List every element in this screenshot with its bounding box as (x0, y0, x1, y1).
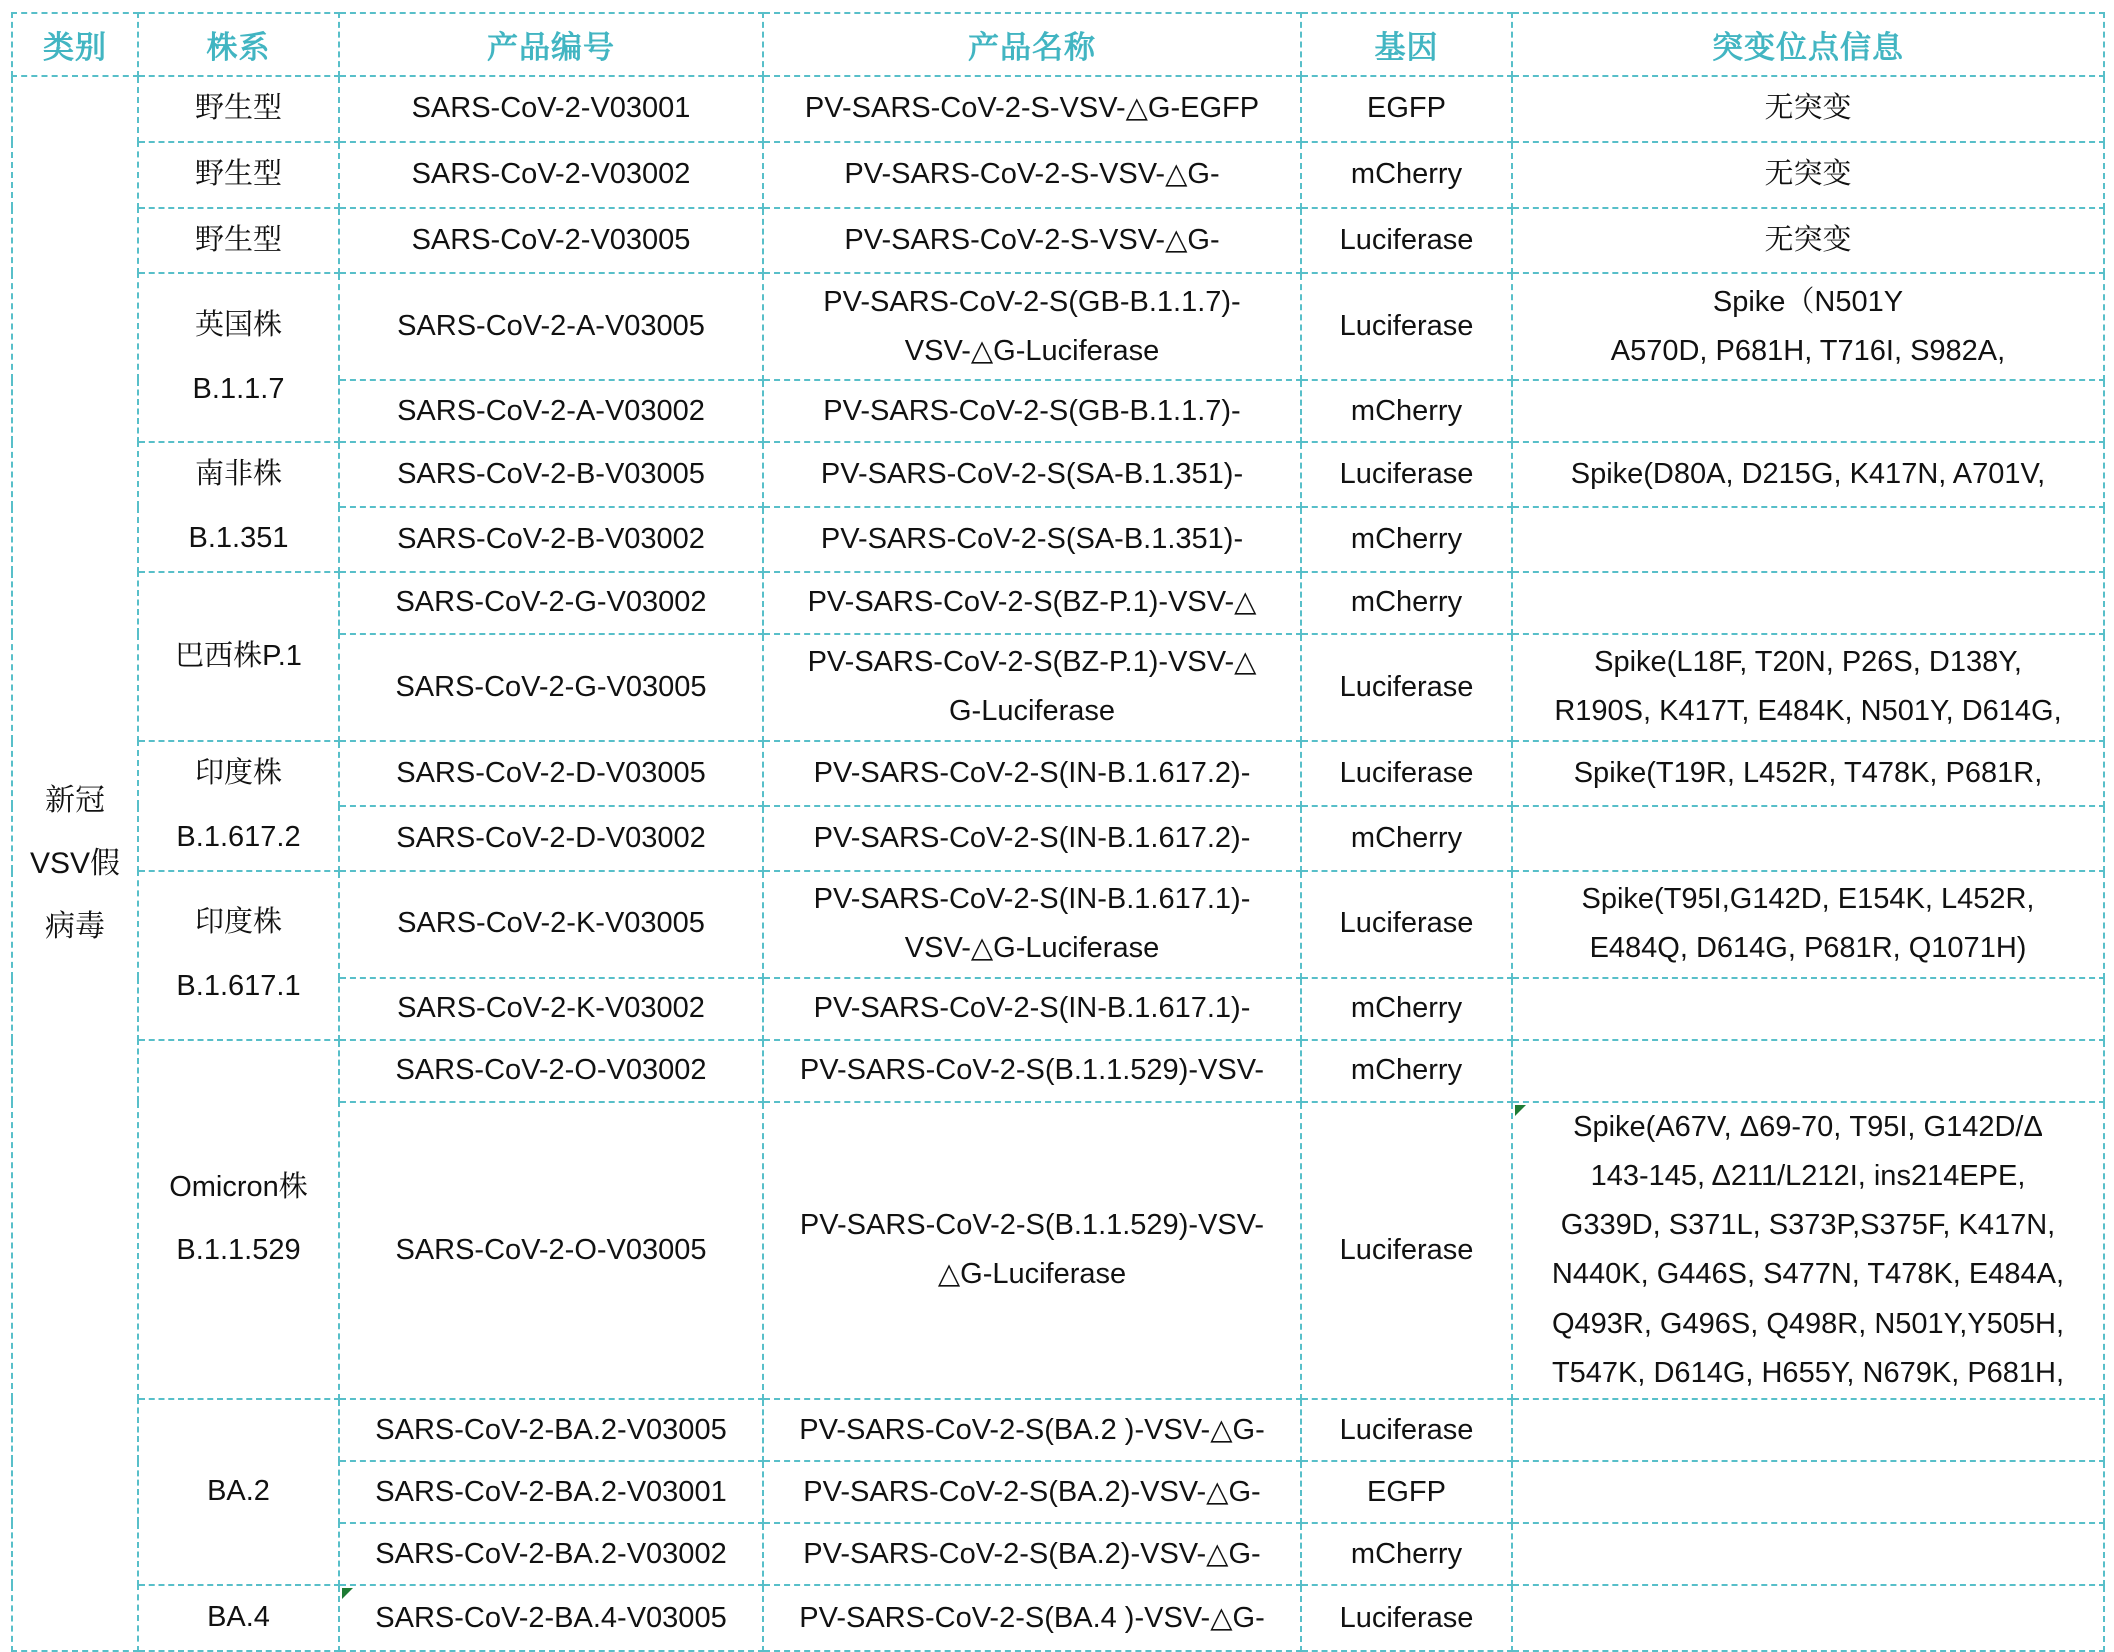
mutation-info-cell (1512, 871, 2104, 978)
product-name-cell (763, 806, 1301, 871)
mutation-info-cell-text: G339D, S371L, S373P,S375F, K417N, (1560, 1209, 2056, 1242)
mutation-info-cell-text: Spike(L18F, T20N, P26S, D138Y, (1594, 646, 2022, 679)
product-name-cell (763, 1585, 1301, 1651)
table-row (12, 273, 2104, 380)
product-code-cell-text: SARS-CoV-2-K-V03002 (397, 991, 705, 1024)
mutation-info-cell (1512, 634, 2104, 741)
gene-cell-text: mCherry (1350, 394, 1463, 427)
strain-cell-text: 英国株 (194, 309, 282, 342)
product-code-cell-text: SARS-CoV-2-BA.2-V03002 (375, 1537, 727, 1570)
green-corner-flag-icon (342, 1588, 353, 1599)
mutation-info-cell-text: T547K, D614G, H655Y, N679K, P681H, (1551, 1357, 2065, 1390)
header-product-name: 产品名称 (763, 13, 1301, 76)
mutation-info-cell-text: N440K, G446S, S477N, T478K, E484A, (1551, 1258, 2065, 1291)
product-name-cell (763, 507, 1301, 572)
product-name-cell-text: VSV-△G-Luciferase (904, 932, 1160, 965)
strain-cell-text: 野生型 (194, 157, 282, 190)
product-name-cell-text: G-Luciferase (948, 695, 1115, 728)
mutation-info-cell-text: Spike(T19R, L452R, T478K, P681R, (1573, 756, 2043, 789)
gene-cell-text: EGFP (1367, 92, 1446, 125)
strain-cell (138, 572, 339, 741)
product-code-cell (339, 1523, 763, 1585)
gene-cell-text: Luciferase (1339, 756, 1474, 789)
product-code-cell-text: SARS-CoV-2-B-V03002 (397, 522, 705, 555)
strain-cell-text: 巴西株P.1 (175, 639, 302, 672)
mutation-info-cell (1512, 806, 2104, 871)
mutation-info-cell-text: E484Q, D614G, P681R, Q1071H) (1589, 932, 2027, 965)
product-code-cell-text: SARS-CoV-2-V03001 (411, 92, 691, 125)
product-name-cell (763, 634, 1301, 741)
gene-cell (1301, 1585, 1512, 1651)
product-name-cell-text: PV-SARS-CoV-2-S(BA.4 )-VSV-△G- (799, 1601, 1265, 1634)
product-name-cell (763, 208, 1301, 274)
gene-cell (1301, 442, 1512, 507)
table-row (12, 208, 2104, 274)
product-table (11, 12, 2105, 1652)
strain-cell-text: B.1.351 (188, 522, 289, 555)
strain-cell (138, 76, 339, 142)
product-name-cell (763, 978, 1301, 1040)
product-code-cell (339, 442, 763, 507)
product-name-cell-text: PV-SARS-CoV-2-S(IN-B.1.617.2)- (813, 821, 1251, 854)
mutation-info-cell-text: 143-145, Δ211/L212I, ins214EPE, (1590, 1159, 2026, 1192)
product-code-cell-text: SARS-CoV-2-G-V03002 (395, 586, 707, 619)
gene-cell (1301, 507, 1512, 572)
gene-cell (1301, 871, 1512, 978)
gene-cell-text: Luciferase (1339, 310, 1474, 343)
mutation-info-cell (1512, 380, 2104, 442)
gene-cell (1301, 76, 1512, 142)
product-name-cell (763, 442, 1301, 507)
mutation-info-cell-text: Spike(T95I,G142D, E154K, L452R, (1581, 882, 2035, 915)
strain-cell (138, 1040, 339, 1400)
product-name-cell-text: △G-Luciferase (937, 1258, 1127, 1291)
product-code-cell-text: SARS-CoV-2-BA.4-V03005 (375, 1601, 727, 1634)
gene-cell (1301, 1523, 1512, 1585)
product-name-cell (763, 871, 1301, 978)
gene-cell-text: mCherry (1350, 522, 1463, 555)
gene-cell-text: mCherry (1350, 991, 1463, 1024)
mutation-info-cell (1512, 1102, 2104, 1400)
product-name-cell-text: PV-SARS-CoV-2-S(BA.2 )-VSV-△G- (799, 1413, 1265, 1446)
product-name-cell-text: PV-SARS-CoV-2-S(B.1.1.529)-VSV- (799, 1053, 1265, 1086)
product-code-cell (339, 273, 763, 380)
gene-cell-text: EGFP (1367, 1475, 1446, 1508)
category-cell (12, 76, 138, 1651)
gene-cell (1301, 1461, 1512, 1523)
category-cell-text: VSV假 (29, 847, 121, 881)
mutation-info-cell (1512, 1585, 2104, 1651)
mutation-info-cell (1512, 442, 2104, 507)
product-code-cell (339, 806, 763, 871)
strain-cell-text: 印度株 (194, 756, 282, 789)
gene-cell-text: mCherry (1350, 1053, 1463, 1086)
product-name-cell-text: PV-SARS-CoV-2-S(B.1.1.529)-VSV- (799, 1209, 1265, 1242)
mutation-info-cell-text: Spike（N501Y (1712, 285, 1904, 318)
product-code-cell-text: SARS-CoV-2-BA.2-V03005 (375, 1413, 727, 1446)
strain-cell (138, 208, 339, 274)
product-name-cell (763, 142, 1301, 208)
gene-cell (1301, 1102, 1512, 1400)
strain-cell-text: 野生型 (194, 223, 282, 256)
table-row (12, 442, 2104, 507)
strain-cell-text: BA.2 (207, 1475, 270, 1508)
product-name-cell-text: PV-SARS-CoV-2-S-VSV-△G- (844, 223, 1220, 256)
product-name-cell (763, 273, 1301, 380)
product-code-cell-text: SARS-CoV-2-D-V03002 (396, 821, 706, 854)
product-code-cell-text: SARS-CoV-2-A-V03002 (397, 394, 705, 427)
category-cell-text: 新冠 (45, 784, 105, 818)
product-code-cell-text: SARS-CoV-2-B-V03005 (397, 458, 705, 491)
gene-cell (1301, 572, 1512, 634)
gene-cell-text: mCherry (1350, 158, 1463, 191)
gene-cell (1301, 978, 1512, 1040)
table-row (12, 142, 2104, 208)
product-name-cell-text: PV-SARS-CoV-2-S-VSV-△G- (844, 158, 1220, 191)
product-name-cell-text: PV-SARS-CoV-2-S(BA.2)-VSV-△G- (803, 1537, 1261, 1570)
header-mutation-info: 突变位点信息 (1512, 13, 2104, 76)
strain-cell-text: B.1.1.7 (192, 372, 285, 405)
product-name-cell (763, 1523, 1301, 1585)
mutation-info-cell (1512, 507, 2104, 572)
product-name-cell-text: PV-SARS-CoV-2-S(SA-B.1.351)- (820, 458, 1244, 491)
product-code-cell (339, 142, 763, 208)
product-code-cell-text: SARS-CoV-2-O-V03002 (395, 1053, 707, 1086)
product-code-cell (339, 978, 763, 1040)
table-row (12, 76, 2104, 142)
mutation-info-cell-text: Spike(D80A, D215G, K417N, A701V, (1570, 458, 2046, 491)
gene-cell (1301, 634, 1512, 741)
mutation-info-cell (1512, 1399, 2104, 1461)
strain-cell-text: 南非株 (194, 458, 282, 491)
header-strain: 株系 (138, 13, 339, 76)
gene-cell (1301, 380, 1512, 442)
mutation-info-cell-text: Spike(A67V, Δ69-70, T95I, G142D/Δ (1573, 1110, 2043, 1143)
product-code-cell-text: SARS-CoV-2-K-V03005 (397, 907, 705, 940)
product-name-cell (763, 741, 1301, 806)
table-row (12, 572, 2104, 634)
table-row (12, 1399, 2104, 1461)
product-code-cell (339, 634, 763, 741)
mutation-info-cell-text: R190S, K417T, E484K, N501Y, D614G, (1554, 695, 2062, 728)
product-name-cell-text: PV-SARS-CoV-2-S(IN-B.1.617.1)- (813, 882, 1251, 915)
gene-cell-text: mCherry (1350, 586, 1463, 619)
gene-cell-text: Luciferase (1339, 1233, 1474, 1266)
mutation-info-cell (1512, 1461, 2104, 1523)
product-name-cell (763, 1399, 1301, 1461)
gene-cell-text: Luciferase (1339, 670, 1474, 703)
strain-cell (138, 442, 339, 572)
strain-cell (138, 871, 339, 1040)
mutation-info-cell (1512, 978, 2104, 1040)
product-code-cell (339, 871, 763, 978)
mutation-info-cell-text: 无突变 (1764, 92, 1852, 125)
product-code-cell (339, 507, 763, 572)
product-code-cell (339, 1399, 763, 1461)
mutation-info-cell (1512, 1523, 2104, 1585)
strain-cell-text: B.1.617.1 (176, 970, 301, 1003)
gene-cell-text: mCherry (1350, 1537, 1463, 1570)
product-code-cell-text: SARS-CoV-2-O-V03005 (395, 1233, 707, 1266)
product-name-cell-text: VSV-△G-Luciferase (904, 334, 1160, 367)
mutation-info-cell (1512, 208, 2104, 274)
green-corner-flag-icon (1515, 1105, 1526, 1116)
product-name-cell-text: PV-SARS-CoV-2-S-VSV-△G-EGFP (804, 92, 1260, 125)
gene-cell (1301, 208, 1512, 274)
strain-cell-text: 印度株 (194, 906, 282, 939)
product-code-cell (339, 1461, 763, 1523)
product-code-cell-text: SARS-CoV-2-A-V03005 (397, 310, 705, 343)
product-code-cell (339, 380, 763, 442)
gene-cell-text: mCherry (1350, 821, 1463, 854)
gene-cell-text: Luciferase (1339, 458, 1474, 491)
product-name-cell (763, 76, 1301, 142)
product-code-cell (339, 1102, 763, 1400)
mutation-info-cell (1512, 572, 2104, 634)
gene-cell (1301, 142, 1512, 208)
product-name-cell (763, 380, 1301, 442)
strain-cell-text: BA.4 (207, 1601, 270, 1634)
strain-cell (138, 1399, 339, 1585)
gene-cell (1301, 1040, 1512, 1102)
strain-cell (138, 1585, 339, 1651)
product-code-cell (339, 1040, 763, 1102)
mutation-info-cell (1512, 76, 2104, 142)
strain-cell-text: B.1.617.2 (176, 820, 301, 853)
table-row (12, 1040, 2104, 1102)
product-name-cell (763, 1461, 1301, 1523)
gene-cell (1301, 1399, 1512, 1461)
gene-cell-text: Luciferase (1339, 907, 1474, 940)
product-name-cell-text: PV-SARS-CoV-2-S(SA-B.1.351)- (820, 522, 1244, 555)
table-row (12, 741, 2104, 806)
table-row (12, 1585, 2104, 1651)
product-name-cell-text: PV-SARS-CoV-2-S(GB-B.1.1.7)- (823, 394, 1241, 427)
product-code-cell-text: SARS-CoV-2-BA.2-V03001 (375, 1475, 727, 1508)
strain-cell-text: Omicron株 (169, 1170, 308, 1203)
mutation-info-cell-text: 无突变 (1764, 223, 1852, 256)
strain-cell-text: B.1.1.529 (176, 1234, 301, 1267)
product-code-cell (339, 1585, 763, 1651)
category-cell-text: 病毒 (45, 910, 105, 944)
gene-cell (1301, 273, 1512, 380)
mutation-info-cell (1512, 1040, 2104, 1102)
product-name-cell-text: PV-SARS-CoV-2-S(IN-B.1.617.2)- (813, 756, 1251, 789)
product-code-cell-text: SARS-CoV-2-D-V03005 (396, 756, 706, 789)
product-name-cell-text: PV-SARS-CoV-2-S(BA.2)-VSV-△G- (803, 1475, 1261, 1508)
strain-cell (138, 273, 339, 442)
gene-cell-text: Luciferase (1339, 223, 1474, 256)
product-code-cell-text: SARS-CoV-2-G-V03005 (395, 670, 707, 703)
mutation-info-cell-text: 无突变 (1764, 158, 1852, 191)
mutation-info-cell-text: Q493R, G496S, Q498R, N501Y,Y505H, (1551, 1307, 2065, 1340)
header-category: 类别 (12, 13, 138, 76)
gene-cell-text: Luciferase (1339, 1413, 1474, 1446)
strain-cell (138, 741, 339, 871)
mutation-info-cell-text: A570D, P681H, T716I, S982A, (1610, 334, 2006, 367)
strain-cell-text: 野生型 (194, 92, 282, 124)
product-name-cell (763, 1102, 1301, 1400)
product-name-cell (763, 572, 1301, 634)
table-row (12, 871, 2104, 978)
header-product-code: 产品编号 (339, 13, 763, 76)
mutation-info-cell (1512, 273, 2104, 380)
header-gene: 基因 (1301, 13, 1512, 76)
product-name-cell-text: PV-SARS-CoV-2-S(BZ-P.1)-VSV-△ (807, 586, 1257, 619)
product-code-cell-text: SARS-CoV-2-V03002 (411, 158, 691, 191)
mutation-info-cell (1512, 741, 2104, 806)
header-row (12, 13, 2104, 76)
gene-cell-text: Luciferase (1339, 1601, 1474, 1634)
product-code-cell (339, 208, 763, 274)
gene-cell (1301, 806, 1512, 871)
product-code-cell (339, 76, 763, 142)
product-name-cell-text: PV-SARS-CoV-2-S(GB-B.1.1.7)- (823, 285, 1241, 318)
product-name-cell-text: PV-SARS-CoV-2-S(IN-B.1.617.1)- (813, 991, 1251, 1024)
gene-cell (1301, 741, 1512, 806)
mutation-info-cell (1512, 142, 2104, 208)
product-name-cell (763, 1040, 1301, 1102)
product-code-cell-text: SARS-CoV-2-V03005 (411, 223, 691, 256)
strain-cell (138, 142, 339, 208)
product-code-cell (339, 741, 763, 806)
product-name-cell-text: PV-SARS-CoV-2-S(BZ-P.1)-VSV-△ (807, 646, 1257, 679)
product-code-cell (339, 572, 763, 634)
